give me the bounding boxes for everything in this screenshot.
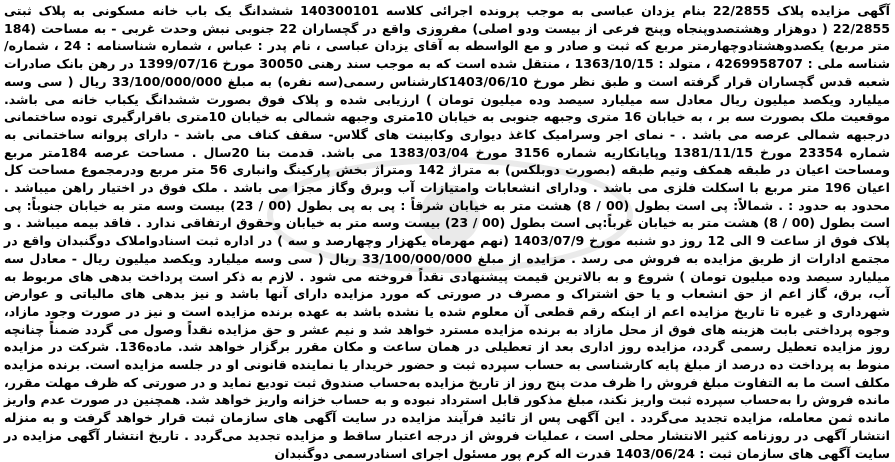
auction-notice-text: آگهی مزایده پلاک 22/2855 بنام یزدان عباسی به موجب پرونده اجرائی کلاسه 140300101 ششدانگ یک باب خانه مسکونی به پلاک ثبتی 22/2855 ( دوهزار وهشتصدوپنجاه وپنج فرعی از بیست ودو اصلی) مفروزی واقع در گچساران 22 جنوبی نبش وحدت غربی - به مساحت (184 متر مربع) یکصدوهشتادوچهارمتر مربع که ثبت و صادر و مع الواسطه به آقای یزدان عباسی ، نام پدر : عباس ، شماره شناسنامه : 24 ، شماره/شناسه ملی : 4269958707 ، متولد : 1363/10/15 ، منتقل شده است که به موجب سند رهنی 30050 مورخ 1399/07/16 در رهن بانک صادرات شعبه قدس گچساران قرار گرفته است و طبق نظر مورخ 1403/06/10کارشناس رسمی(سه نفره) به مبلغ 33/100/000/000 ریال ( سی وسه میلیارد ویکصد میلیون ریال معادل سه میلیارد سیصد وده میلیون تومان ) ارزیابی شده و پلاک فوق بصورت ششدانگ یکباب خانه می باشد. موقعیت ملک بصورت سه بر ، به خیابان 16 متری وجبهه جنوبی به خیابان 10متری وجبهه شمالی به خیابان 10متری باقرارگیری توده ساختمانی درجبهه شمالی عرصه می باشد . - نمای اجر وسرامیک کاغذ دیواری وکابینت های گلاس- سقف کناف می باشد - دارای پروانه ساختمانی به شماره 23354 مورخ 1381/11/15 وپایانکاریه شماره 3156 مورخ 1383/03/04 می باشد. قدمت بنا 20سال . مساحت عرصه 184متر مربع ومساحت اعیان در طبقه همکف وتیم طبقه (بصورت دوبلکس) به متراژ 142 ومتراژ بخش پارکینگ وانباری 56 متر مربع ودرمجموع مساحت کل اعیان 196 متر مربع با اسکلت فلزی می باشد . ودارای انشعابات وامتیازات آب وبرق وگاز مجزا می باشد . ملک فوق در اختیار راهن میباشد . محدود به حدود : . شمالاً: پی است بطول (00 / 8) هشت متر به خیابان شرقاً : پی به پی بطول (00 / 23) بیست وسه متر به خیابان جنوباً: پی است بطول (00 / 8) هشت متر به خیابان غرباً:پی است بطول (00 / 23) بیست وسه متر به خیابان وحقوق ارتفاقی ندارد . فاقد بیمه میباشد . و پلاک فوق از ساعت 9 الی 12 روز دو شنبه مورخ 1403/07/9 (نهم مهرماه یکهزار وچهارصد و سه ) در اداره ثبت اسنادواملاک دوگنبدان واقع در مجتمع ادارات از طریق مزایده به فروش می رسد . مزایده از مبلغ 33/100/000/000 ریال ( سی وسه میلیارد ویکصد میلیون ریال - معادل سه میلیارد سیصد وده میلیون تومان ) شروع و به بالاترین قیمت پیشنهادی نقداً فروخته می شود . لازم به ذکر است پرداخت بدهی های مربوط به آب، برق، گاز اعم از حق انشعاب و یا حق اشتراک و مصرف در صورتی که مورد مزایده دارای آنها باشد و نیز بدهی های مالیاتی و عوارض شهرداری و غیره تا تاریخ مزایده اعم از اینکه رقم قطعی آن معلوم شده یا نشده باشد به عهده برنده مزایده است و نیز در صورت وجود مازاد، وجوه پرداختی بابت هزینه های فوق از محل مازاد به برنده مزایده مسترد خواهد شد و نیم عشر و حق مزایده نقداً وصول می گردد ضمناً چنانچه روز مزایده تعطیل رسمی گردد، مزایده روز اداری بعد از تعطیلی در همان ساعت و مکان مقرر برگزار خواهد شد. ماده136. شرکت در مزایده منوط به پرداخت ده درصد از مبلغ پایه کارشناسی به حساب سپرده ثبت و حضور خریدار یا نماینده قانونی او در جلسه مزایده است. برنده مزایده مکلف است ما به التفاوت مبلغ فروش را ظرف مدت پنج روز از تاریخ مزایده به‌حساب صندوق ثبت تودیع نماید و در صورتی که ظرف مهلت مقرر، مانده فروش را به‌حساب سپرده ثبت واریز نکند، مبلغ مذکور قابل استرداد نبوده و به حساب خزانه واریز خواهد شد. همچنین در صورت عدم واریز مانده ثمن معامله، مزایده تجدید می‌گردد . این آگهی پس از تائید فرآیند مزایده در سایت آگهی های سازمان ثبت قرار خواهد گرفت و به منزله انتشار آگهی در روزنامه کثیر الانتشار محلی است ، عملیات فروش از درجه اعتبار ساقط و مزایده تجدید می‌گردد . تاریخ انتشار آگهی مزایده در سایت آگهی های سازمان ثبت : 1403/06/24 قدرت اله کرم پور مسئول اجرای اسنادرسمی دوگنبدان: [4, 3, 891, 461]
